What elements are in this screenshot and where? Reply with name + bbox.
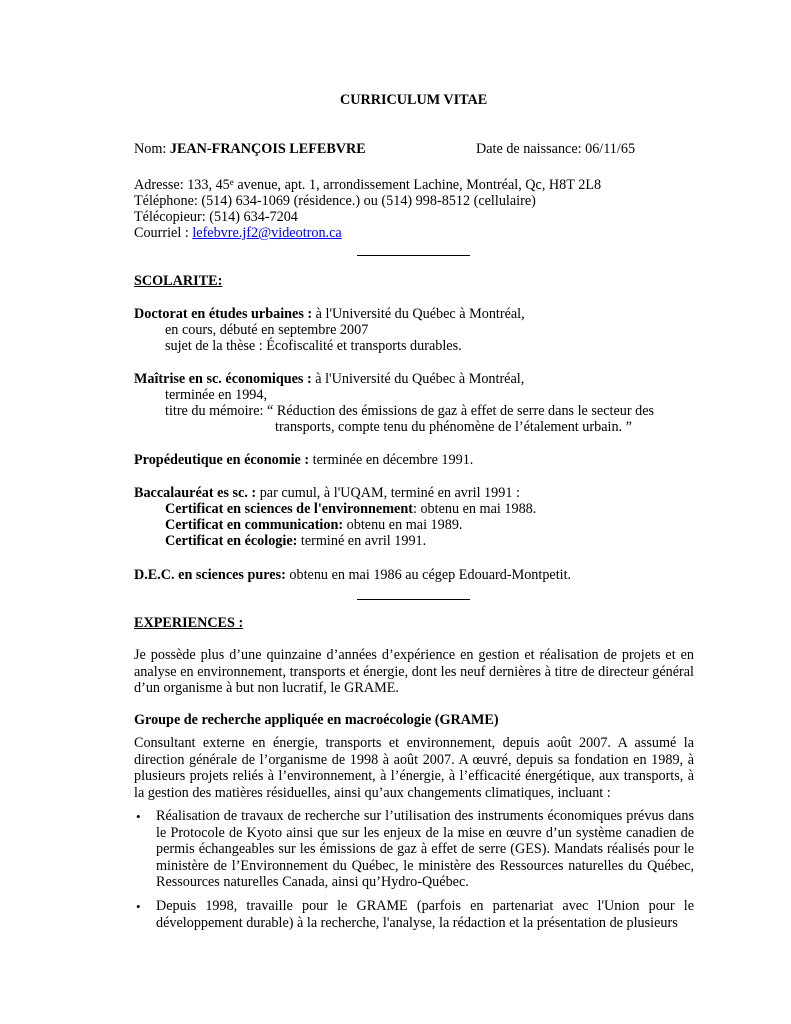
doctorat-status: en cours, débuté en septembre 2007 bbox=[165, 322, 369, 338]
doctorat-institution: à l'Université du Québec à Montréal, bbox=[312, 306, 525, 322]
list-item: Depuis 1998, travaille pour le GRAME (parfois en partenariat avec l'Union pour le développement durable) à la recherche, l'analyse, la rédaction et la présentation de plusieurs bbox=[156, 898, 694, 931]
bullet-icon: • bbox=[136, 809, 141, 824]
dec-line bbox=[134, 567, 571, 584]
email-line bbox=[134, 225, 342, 242]
organization-description: Consultant externe en énergie, transports et environnement, depuis août 2007. A assumé la direction générale de l’organisme de 1998 à août 2007. A œuvré, depuis sa fondation en 1989, à plusieurs projets reliés à l’environnement, à l’énergie, à l’efficacité énergétique, aux transports, à la gestion des matières résiduelles, ainsi qu’aux changements climatiques, incluant : bbox=[134, 735, 694, 801]
propedeutique-line bbox=[134, 452, 473, 469]
experience-heading: EXPERIENCES : bbox=[134, 615, 244, 631]
bacc-title: Baccalauréat es sc. : bbox=[134, 485, 257, 501]
cert2-text: obtenu en mai 1989. bbox=[343, 517, 463, 533]
bacc-line bbox=[134, 485, 520, 502]
certificate-ecology bbox=[165, 533, 426, 550]
name-label: Nom: bbox=[134, 141, 170, 157]
cert3-text: terminé en avril 1991. bbox=[297, 533, 427, 549]
dec-title: D.E.C. en sciences pures: bbox=[134, 567, 286, 583]
address-superscript: e bbox=[229, 177, 234, 187]
name-line bbox=[134, 141, 366, 158]
document-title: CURRICULUM VITAE bbox=[340, 92, 488, 108]
maitrise-thesis-title: titre du mémoire: “ Réduction des émissions de gaz à effet de serre dans le secteur des bbox=[165, 403, 655, 419]
education-heading: SCOLARITE: bbox=[134, 273, 223, 289]
cert3-title: Certificat en écologie: bbox=[165, 533, 298, 549]
maitrise-institution: à l'Université du Québec à Montréal, bbox=[311, 371, 525, 387]
propedeutique-text: terminée en décembre 1991. bbox=[309, 452, 474, 468]
maitrise-title: Maîtrise en sc. économiques : bbox=[134, 371, 312, 387]
bullet-icon: • bbox=[136, 899, 141, 914]
maitrise-line bbox=[134, 371, 524, 388]
phone-line: Téléphone: (514) 634-1069 (résidence.) ou (514) 998-8512 (cellulaire) bbox=[134, 193, 536, 209]
cert2-title: Certificat en communication: bbox=[165, 517, 344, 533]
cert1-title: Certificat en sciences de l'environnement bbox=[165, 501, 413, 517]
certificate-environment bbox=[165, 501, 536, 518]
organization-title: Groupe de recherche appliquée en macroécologie (GRAME) bbox=[134, 712, 499, 728]
doctorat-line bbox=[134, 306, 525, 323]
list-item: Réalisation de travaux de recherche sur l’utilisation des instruments économiques prévus dans le Protocole de Kyoto ainsi que sur les enjeux de la mise en œuvre d’un système canadien de permis échangeables sur les émissions de gaz à effet de serre (GES). Mandats réalisés pour le ministère de l’Environnement du Québec, le ministère des Ressources naturelles du Québec, Ressources naturelles Canada, ainsi qu’Hydro-Québec. bbox=[156, 808, 694, 890]
name-value: JEAN-FRANÇOIS LEFEBVRE bbox=[169, 141, 366, 157]
address-line bbox=[134, 177, 601, 194]
birth-date: Date de naissance: 06/11/65 bbox=[476, 141, 636, 157]
address-rest: avenue, apt. 1, arrondissement Lachine, Montréal, Qc, H8T 2L8 bbox=[233, 177, 602, 193]
address-prefix: Adresse: 133, 45 bbox=[134, 177, 230, 193]
email-link[interactable]: lefebvre.jf2@videotron.ca bbox=[192, 225, 342, 241]
doctorat-title: Doctorat en études urbaines : bbox=[134, 306, 313, 322]
email-label: Courriel : bbox=[134, 225, 193, 241]
maitrise-thesis-title-cont: transports, compte tenu du phénomène de l’étalement urbain. ” bbox=[275, 419, 632, 435]
cert1-text: : obtenu en mai 1988. bbox=[412, 501, 537, 517]
divider bbox=[357, 255, 470, 256]
dec-text: obtenu en mai 1986 au cégep Edouard-Montpetit. bbox=[285, 567, 572, 583]
fax-line: Télécopieur: (514) 634-7204 bbox=[134, 209, 298, 225]
maitrise-status: terminée en 1994, bbox=[165, 387, 268, 403]
experience-intro: Je possède plus d’une quinzaine d’années d’expérience en gestion et réalisation de projets et en analyse en environnement, transports et énergie, dont les neuf dernières à titre de directeur général d’un organisme à but non lucratif, le GRAME. bbox=[134, 647, 694, 696]
divider bbox=[357, 599, 470, 600]
doctorat-subject: sujet de la thèse : Écofiscalité et transports durables. bbox=[165, 338, 462, 354]
propedeutique-title: Propédeutique en économie : bbox=[134, 452, 310, 468]
certificate-communication bbox=[165, 517, 462, 534]
bacc-text: par cumul, à l'UQAM, terminé en avril 1991 : bbox=[256, 485, 520, 501]
